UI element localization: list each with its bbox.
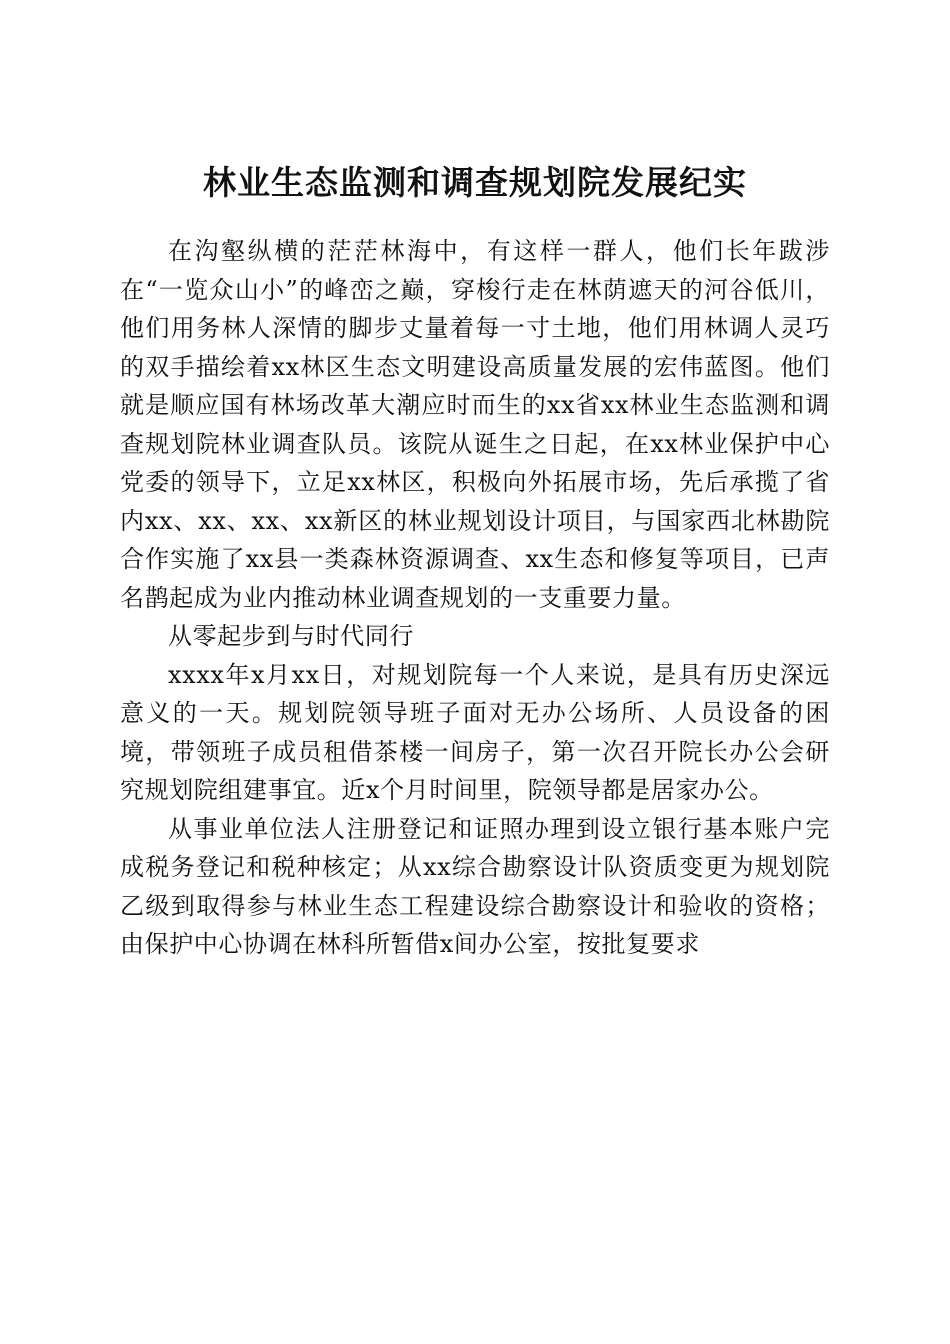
paragraph-founding-day: xxxx年x月xx日，对规划院每一个人来说，是具有历史深远意义的一天。规划院领导班子面对无办公场所、人员设备的困境，带领班子成员租借茶楼一间房子，第一次召开院长办公会研究规划院组建事宜。近x个月时间里，院领导都是居家办公。 [120,660,830,804]
paragraph-intro: 在沟壑纵横的茫茫林海中，有这样一群人，他们长年跋涉在“一览众山小”的峰峦之巅，穿梭行走在林荫遮天的河谷低川，他们用务林人深情的脚步丈量着每一寸土地，他们用林调人灵巧的双手描绘着xx林区生态文明建设高质量发展的宏伟蓝图。他们就是顺应国有林场改革大潮应时而生的xx省xx林业生态监测和调查规划院林业调查队员。该院从诞生之日起，在xx林业保护中心党委的领导下，立足xx林区，积极向外拓展市场，先后承揽了省内xx、xx、xx、xx新区的林业规划设计项目，与国家西北林勘院合作实施了xx县一类森林资源调查、xx生态和修复等项目，已声名鹊起成为业内推动林业调查规划的一支重要力量。 [120,237,830,612]
section-heading: 从零起步到与时代同行 [168,622,414,650]
paragraph-registration: 从事业单位法人注册登记和证照办理到设立银行基本账户完成税务登记和税种核定；从xx综合勘察设计队资质变更为规划院乙级到取得参与林业生态工程建设综合勘察设计和验收的资格；由保护中心协调在林科所暂借x间办公室，按批复要求 [120,814,830,958]
document-title: 林业生态监测和调查规划院发展纪实 [203,163,747,203]
document-body [120,232,830,964]
